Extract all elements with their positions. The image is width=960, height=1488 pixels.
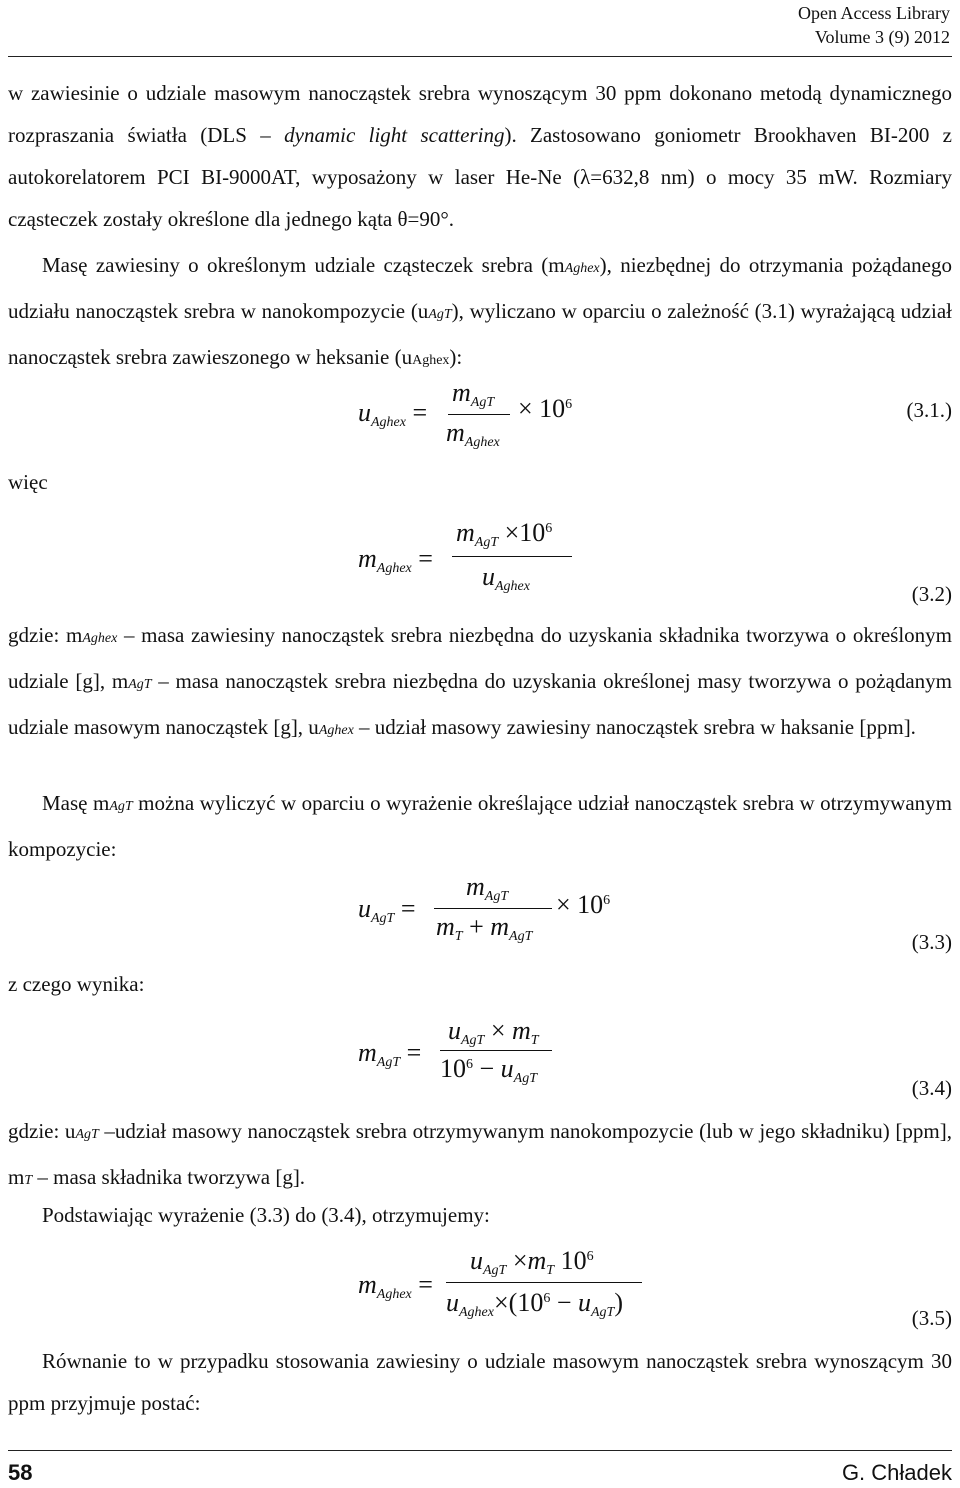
eq33-numerator: mAgT: [466, 872, 509, 904]
author-name: G. Chładek: [841, 1460, 952, 1485]
eq33-lhs: uAgT =: [358, 894, 416, 926]
eq31-numerator: mAgT: [452, 378, 495, 410]
paragraph-mass: Masę zawiesiny o określonym udziale cząsteczek srebra (mAghex), niezbędnej do otrzymania pożądanego udziału nanocząstek srebra w nanokompozycie (uAgT), wyliczano w oparciu o zależność (3.1) wyrażającą udział nanocząstek srebra zawieszonego w heksanie (uAghex):: [8, 253, 952, 369]
eq34-fraction-bar: [440, 1050, 552, 1051]
eq32-number: (3.2): [911, 582, 952, 606]
eq32-lhs: mAghex =: [358, 544, 433, 576]
eq35-numerator: uAgT ×mT $10^6$: [470, 1246, 594, 1278]
text-z-czego: z czego wynika:: [8, 972, 145, 996]
eq34-denominator: $10^6$ − uAgT: [440, 1054, 538, 1086]
paragraph-30ppm: Równanie to w przypadku stosowania zawiesiny o udziale masowym nanocząstek srebra wynoszącym 30 ppm przyjmuje postać:: [8, 1349, 952, 1415]
eq33-number: (3.3): [911, 930, 952, 954]
eq34-number: (3.4): [911, 1076, 952, 1100]
eq35-fraction-bar: [446, 1282, 642, 1283]
eq31-number: (3.1.): [906, 398, 952, 422]
header-rule: [8, 56, 952, 57]
text-wiec: więc: [8, 470, 48, 494]
paragraph-magt: Masę mAgT można wyliczyć w oparciu o wyrażenie określające udział nanocząstek srebra w otrzymywanym kompozycie:: [8, 791, 952, 861]
eq32-fraction-bar: [452, 556, 572, 557]
paragraph-substitution: Podstawiając wyrażenie (3.3) do (3.4), otrzymujemy:: [42, 1203, 490, 1227]
eq35-number: (3.5): [911, 1306, 952, 1330]
footer-rule: [8, 1450, 952, 1451]
eq31-lhs: uAghex =: [358, 398, 428, 430]
eq33-factor: × $10^6$: [556, 890, 611, 919]
eq31-factor: × $10^6$: [518, 394, 573, 423]
eq32-denominator: uAghex: [482, 562, 530, 594]
paragraph-where-1: gdzie: mAghex – masa zawiesiny nanocząstek srebra niezbędna do uzyskania składnika tworzywa o określonym udziale [g], mAgT – masa nanocząstek srebra niezbędna do uzyskania określonej masy tworzywa o pożądanym udziale masowym nanocząstek [g], uAghex – udział masowy zawiesiny nanocząstek srebra w haksanie [ppm].: [8, 623, 952, 739]
journal-volume: Volume 3 (9) 2012: [814, 27, 950, 47]
eq31-fraction-bar: [448, 414, 510, 415]
eq34-lhs: mAgT =: [358, 1038, 422, 1070]
paragraph-dls: w zawiesinie o udziale masowym nanocząstek srebra wynoszącym 30 ppm dokonano metodą dynamicznego rozpraszania światła (DLS – dynamic light scattering). Zastosowano goniometr Brookhaven BI-200 z autokorelatorem PCI BI-9000AT, wyposażony w laser He-Ne (λ=632,8 nm) o mocy 35 mW. Rozmiary cząsteczek zostały określone dla jednego kąta θ=90°.: [8, 81, 952, 231]
paragraph-where-2: gdzie: uAgT –udział masowy nanocząstek srebra otrzymywanym nanokompozycie (lub w jego składniku) [ppm], mT – masa składnika tworzywa [g].: [8, 1119, 952, 1189]
journal-name: Open Access Library: [798, 3, 950, 23]
page-number: 58: [8, 1460, 33, 1485]
eq35-denominator: $uAghex\times(10^6$ − uAgT): [446, 1288, 624, 1320]
eq33-fraction-bar: [434, 908, 552, 909]
eq35-lhs: mAghex =: [358, 1270, 433, 1302]
eq34-numerator: uAgT × mT: [448, 1016, 539, 1048]
eq33-denominator: mT + mAgT: [436, 912, 533, 944]
eq32-numerator: mAgT $\times 10^6$: [456, 518, 553, 550]
eq31-denominator: mAghex: [446, 418, 500, 450]
